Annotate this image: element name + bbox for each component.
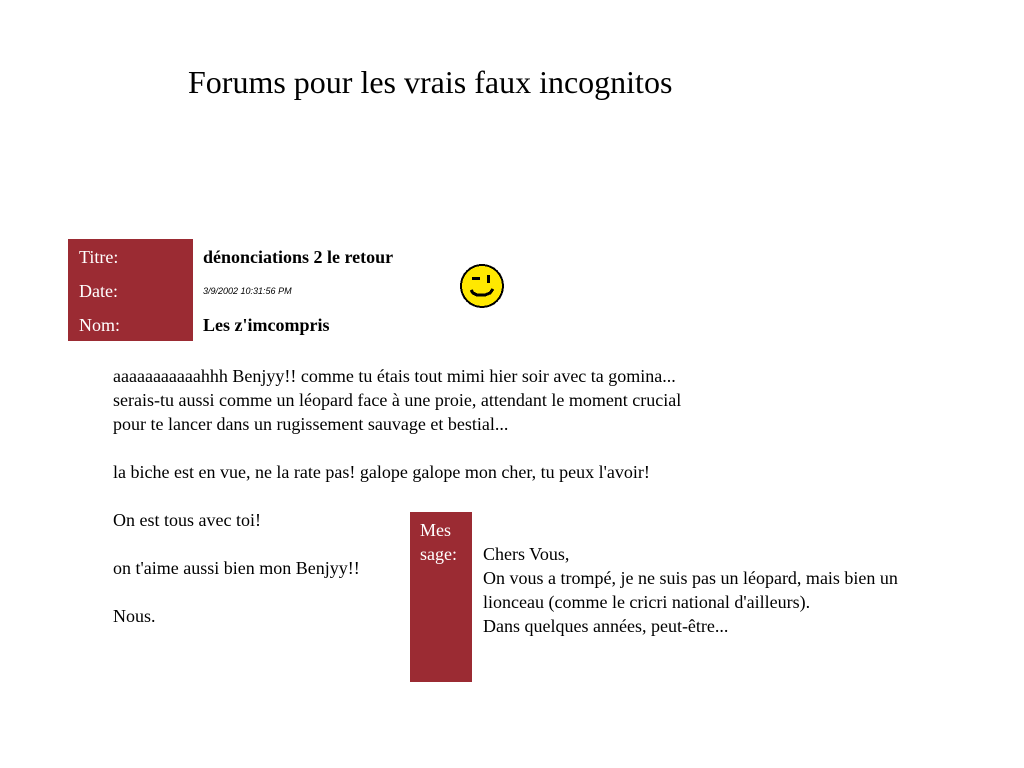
message-paragraph: la biche est en vue, ne la rate pas! galope galope mon cher, tu peux l'avoir!	[113, 462, 650, 482]
page-title: Forums pour les vrais faux incognitos	[188, 64, 673, 100]
reply-line: Chers Vous,	[483, 544, 570, 564]
message-paragraph: Nous.	[113, 606, 156, 626]
date-label: Date:	[79, 281, 118, 301]
smiley-face	[461, 265, 503, 307]
message-paragraph: aaaaaaaaaaahhh Benjyy!! comme tu étais tout mimi hier soir avec ta gomina... serais-tu aussi comme un léopard face à une proie, attendant le moment crucial pour te lancer dans un rugissement sauvage et bestial...	[113, 366, 682, 434]
message-paragraph: On est tous avec toi!	[113, 510, 261, 530]
reply-message	[483, 542, 958, 638]
message-paragraph: on t'aime aussi bien mon Benjyy!!	[113, 558, 360, 578]
name-label: Nom:	[79, 315, 121, 335]
smiley-winking-eye	[472, 277, 480, 280]
post-title: dénonciations 2 le retour	[203, 247, 394, 267]
reply-line: On vous a trompé, je ne suis pas un léopard, mais bien un lionceau (comme le cricri national d'ailleurs).	[483, 568, 898, 612]
reply-message-label: Mes sage:	[420, 520, 457, 564]
post-date: 3/9/2002 10:31:56 PM	[203, 286, 292, 296]
smiley-open-eye	[487, 275, 490, 283]
wink-smiley-icon	[459, 263, 505, 309]
post-author: Les z'imcompris	[203, 315, 330, 335]
reply-line: Dans quelques années, peut-être...	[483, 616, 729, 636]
reply-label-panel	[410, 512, 472, 682]
title-label: Titre:	[79, 247, 119, 267]
